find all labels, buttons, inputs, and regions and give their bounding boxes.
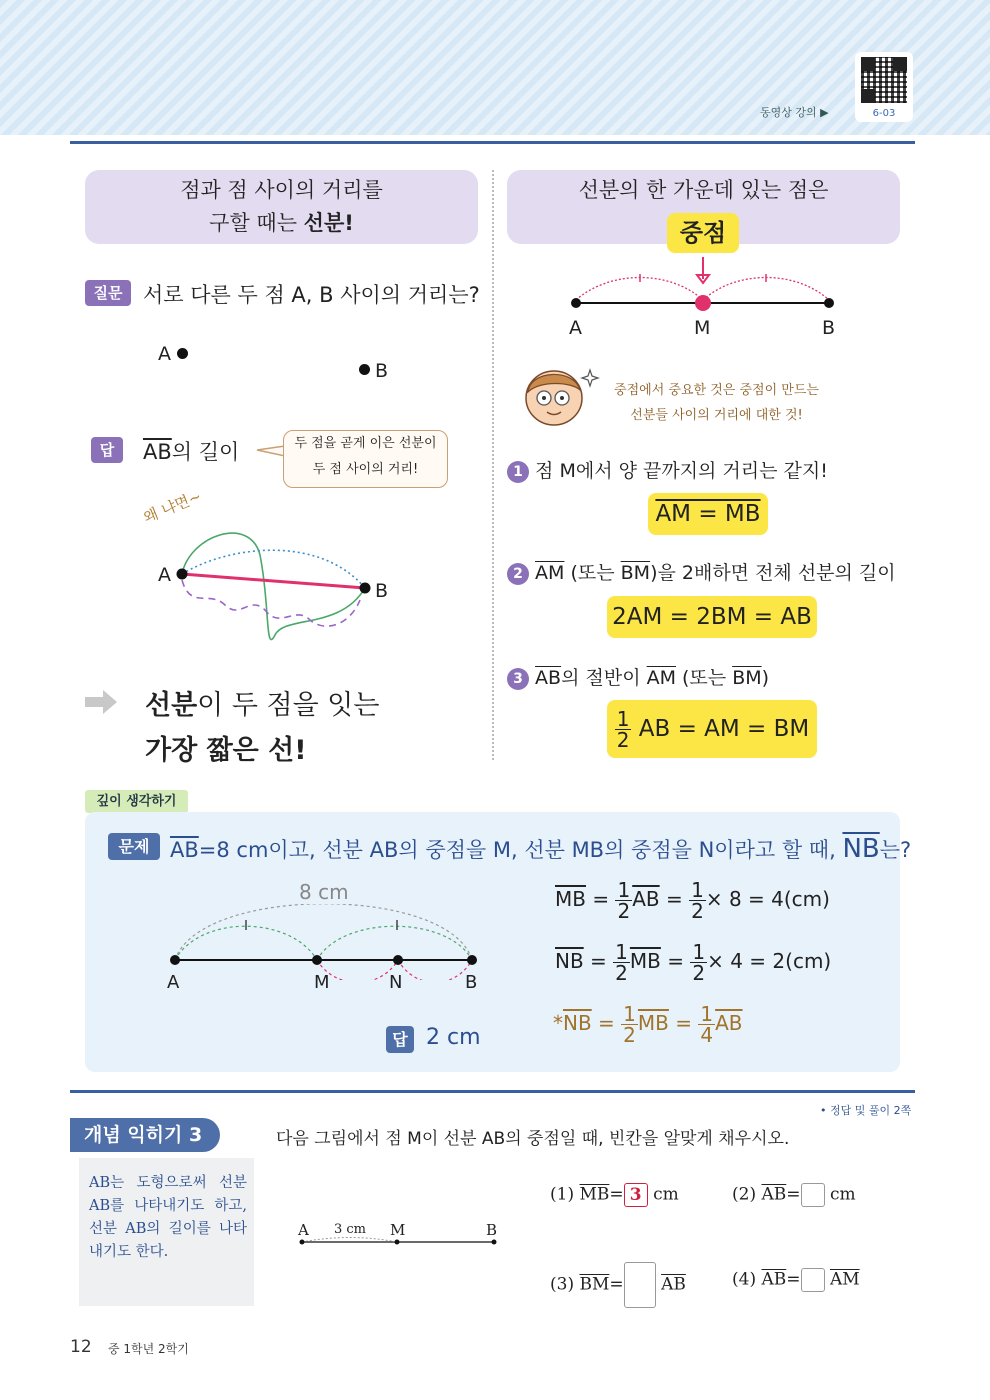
diagram-label-a: A [158, 564, 171, 586]
item3-number: 3 [507, 668, 529, 690]
q3-blank[interactable] [624, 1262, 656, 1308]
solution-eq3: $*\overline{NB}$ = $\frac{1}{2}$ $\overline{MB}$ = $\frac{1}{4}$ $\overline{AB}$ [553, 1002, 743, 1047]
character-note-line2: 선분들 사이의 거리에 대한 것! [630, 408, 803, 423]
practice-q1: (1) $\overline{MB}= 3$ cm [550, 1184, 679, 1205]
practice-q2: (2) $\overline{AB}=$ cm [732, 1183, 856, 1207]
q1-answer[interactable]: 3 [624, 1183, 648, 1207]
side-note-text: AB는 도형으로써 선분 AB를 나타내기도 하고, 선분 AB의 길이를 나타내기도 한다. [89, 1175, 247, 1260]
q2-blank[interactable] [801, 1183, 825, 1207]
q4-blank[interactable] [801, 1268, 825, 1292]
left-pill-line2: 구할 때는 선분! [209, 211, 354, 235]
column-divider [492, 170, 494, 760]
point-b [824, 298, 834, 308]
section-divider [70, 1090, 915, 1093]
practice-q4: (4) $\overline{AB}= \overline{AM}$ [732, 1268, 860, 1292]
deep-label-b: B [465, 972, 478, 993]
concept-practice-tag: 개념 익히기 3 [70, 1118, 220, 1152]
left-pill-line1: 점과 점 사이의 거리를 [180, 178, 383, 202]
item2-number: 2 [507, 563, 529, 585]
point-b-label: B [375, 360, 389, 382]
conclusion-line1: 선분이 두 점을 잇는 [145, 690, 380, 721]
segment-ab [182, 574, 365, 588]
midpoint-diagram [560, 255, 850, 315]
answers-reference[interactable]: • 정답 및 풀이 2쪽 [820, 1104, 912, 1117]
practice-label-b: B [486, 1221, 498, 1239]
practice-label-m: M [390, 1221, 406, 1239]
deep-answer: 2 cm [426, 1025, 481, 1050]
character-note-line1: 중점에서 중요한 것은 중점이 만드는 [614, 383, 819, 398]
character-icon [512, 362, 604, 434]
path-comparison-diagram [150, 515, 390, 655]
point-a-dot [177, 348, 188, 359]
item1-number: 1 [507, 461, 529, 483]
point-a [571, 298, 581, 308]
speech-bubble [283, 430, 448, 488]
point-b-dot [359, 364, 370, 375]
why-label: 왜 냐면~ [140, 487, 204, 527]
answer-text: $\overline{AB}$의 길이 [143, 440, 240, 464]
solution-eq2: $\overline{NB}$ = $\frac{1}{2}$ $\overline{MB}$ = $\frac{1}{2}$ × 4 = 2(cm) [555, 940, 832, 985]
qr-code-number: 6-03 [872, 108, 896, 119]
deep-label-n: N [389, 972, 403, 993]
video-lecture-label[interactable]: 동영상 강의 ▶ [760, 106, 829, 119]
arc-am [175, 926, 317, 960]
item3-equation: $\frac{1}{2}$ AB = AM = BM [607, 700, 817, 758]
label-m: M [694, 317, 711, 339]
left-concept-pill [85, 170, 478, 244]
diagram-label-b: B [375, 580, 389, 602]
book-title: 중 1학년 2학기 [108, 1342, 189, 1356]
half-fraction: $\frac{1}{2}$ [616, 707, 630, 752]
deep-answer-tag: 답 [386, 1026, 414, 1053]
header-divider [70, 141, 915, 144]
speech-line-1: 두 점을 곧게 이은 선분이 [294, 436, 437, 451]
diagram-point-b [360, 583, 371, 594]
right-pill-line1: 선분의 한 가운데 있는 점은 [578, 178, 829, 202]
diagram-point-a [177, 569, 188, 580]
question-text: 서로 다른 두 점 A, B 사이의 거리는? [143, 283, 480, 307]
item2-equation: 2AM = 2BM = AB [607, 596, 817, 638]
practice-length: 3 cm [334, 1222, 367, 1237]
speech-line-2: 두 점 사이의 거리! [312, 462, 419, 477]
deep-thinking-tag: 깊이 생각하기 [85, 790, 188, 813]
concept-instruction: 다음 그림에서 점 M이 선분 AB의 중점일 때, 빈칸을 알맞게 채우시오. [276, 1129, 790, 1149]
arc-ab [175, 904, 472, 960]
qr-code-icon[interactable] [861, 57, 907, 103]
deep-label-m: M [314, 972, 330, 993]
label-b: B [822, 317, 836, 339]
question-tag: 질문 [85, 280, 131, 306]
item1-equation: AM = MB [648, 493, 768, 535]
problem-text: $\overline{AB}=8$ cm이고, 선분 AB의 중점을 M, 선분 MB의 중점을 N이라고 할 때, $\overline{NB}$는? [170, 834, 912, 864]
conclusion-line2: 가장 짧은 선! [145, 735, 307, 766]
answer-tag: 답 [91, 437, 123, 463]
arrow-right-icon [85, 688, 121, 718]
point-m [695, 295, 711, 311]
practice-label-a: A [298, 1221, 309, 1239]
page-number: 12 [70, 1337, 92, 1357]
label-a: A [569, 317, 582, 339]
practice-q3: (3) $\overline{BM}= \overline{AB}$ [550, 1262, 686, 1308]
header-banner [0, 0, 990, 135]
solution-eq1: $\overline{MB}$ = $\frac{1}{2}$ $\overline{AB}$ = $\frac{1}{2}$ × 8 = 4(cm) [555, 878, 830, 923]
item3: 3 $\overline{AB}$의 절반이 $\overline{AM}$ (또는 $\overline{BM}$) [507, 663, 769, 690]
midpoint-badge: 중점 [667, 213, 739, 253]
item1 [507, 456, 828, 483]
problem-tag: 문제 [108, 833, 160, 860]
arc-nb [398, 960, 472, 980]
character-note [614, 378, 819, 428]
item1-text: 점 M에서 양 끝까지의 거리는 같지! [535, 460, 828, 482]
point-a-label: A [158, 343, 171, 365]
item2: 2 $\overline{AM}$ (또는 $\overline{BM}$)을 2배하면 전체 선분의 길이 [507, 558, 896, 585]
deep-label-a: A [167, 972, 180, 993]
length-label: 8 cm [296, 880, 352, 904]
